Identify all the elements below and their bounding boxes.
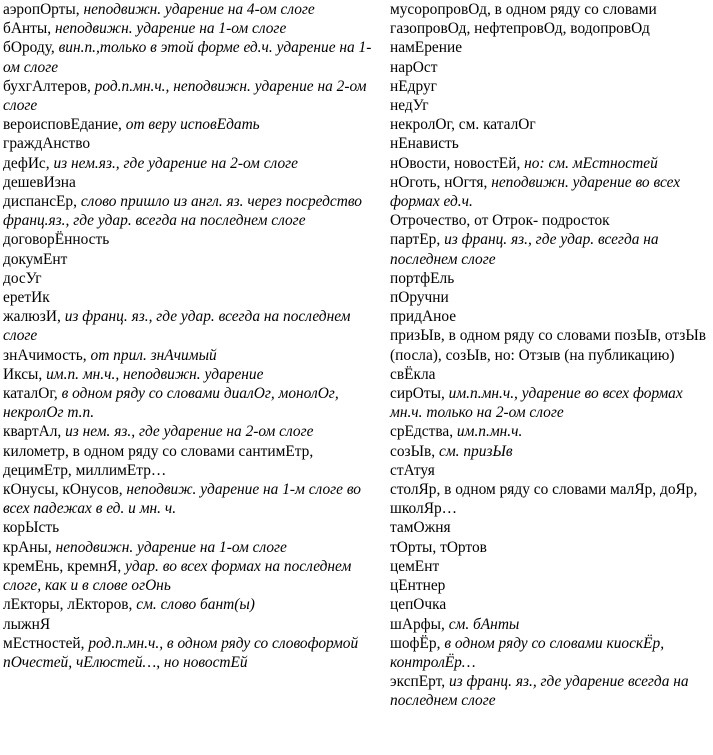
entry-term: стАтуя (390, 461, 435, 479)
dictionary-entry (390, 307, 710, 326)
entry-term: нЕнависть (390, 135, 459, 153)
dictionary-entry (390, 230, 710, 268)
dictionary-entry (3, 422, 381, 441)
entry-note: см. слово бант(ы) (136, 596, 255, 614)
entry-note: им.п. мн.ч., неподвижн. ударение (46, 365, 264, 383)
entry-term: столЯр, в одном ряду со словами малЯр, доЯр, школЯр… (390, 481, 698, 518)
dictionary-entry (3, 250, 381, 269)
entry-term: пОручни (390, 289, 449, 307)
right-column (390, 0, 710, 711)
entry-term: крАны, (3, 538, 52, 556)
dictionary-entry (390, 384, 710, 422)
entry-note: род.п.мн.ч., в одном ряду со словоформой пОчестей, чЕлюстей…, но новостЕй (3, 634, 359, 671)
dictionary-entry (3, 480, 381, 518)
entry-note: см. призЫв (439, 442, 513, 460)
left-column (3, 0, 381, 672)
entry-term: вероисповЕдание, (3, 116, 122, 134)
dictionary-entry (390, 269, 710, 288)
dictionary-entry (3, 307, 381, 345)
entry-term: досУг (3, 269, 42, 287)
dictionary-entry (3, 384, 381, 422)
entry-term: призЫв, в одном ряду со словами позЫв, отзЫв (посла), созЫв, но: Отзыв (на публикацию) (390, 327, 707, 364)
entry-term: цемЕнт (390, 557, 440, 575)
dictionary-entry (390, 576, 710, 595)
dictionary-entry (390, 173, 710, 211)
entry-term: бОроду, (3, 39, 55, 57)
entry-term: сирОты, (390, 385, 445, 403)
entry-term: диспансЕр, (3, 193, 77, 211)
entry-term: придАное (390, 308, 457, 326)
dictionary-entry (3, 557, 381, 595)
dictionary-entry (3, 77, 381, 115)
entry-term: договорЁнность (3, 231, 110, 249)
entry-note: в одном ряду со словами киоскЁр, контролЁр… (390, 634, 665, 671)
entry-term: шАрфы, (390, 615, 445, 633)
entry-note: из франц. яз., где удар. всегда на последнем слоге (3, 308, 351, 345)
entry-term: мЕстностей, (3, 634, 85, 652)
dictionary-entry (3, 595, 381, 614)
entry-term: квартАл, (3, 423, 62, 441)
entry-term: экспЕрт, (390, 673, 446, 691)
entry-term: лыжнЯ (3, 615, 51, 633)
entry-term: граждАнство (3, 135, 91, 153)
entry-note: им.п.мн.ч. (456, 423, 523, 441)
entry-term: тамОжня (390, 519, 451, 537)
entry-term: дефИс, (3, 154, 50, 172)
entry-term: цепОчка (390, 596, 447, 614)
entry-note: вин.п.,только в этой форме ед.ч. ударение на 1-ом слоге (3, 39, 372, 76)
entry-term: недУг (390, 97, 429, 115)
dictionary-entry (3, 518, 381, 537)
dictionary-entry (3, 134, 381, 153)
entry-note: но: см. мЕстностей (524, 154, 658, 172)
dictionary-entry (3, 615, 381, 634)
entry-note: род.п.мн.ч., неподвижн. ударение на 2-ом слоге (3, 77, 367, 115)
entry-term: Иксы, (3, 365, 43, 383)
entry-note: неподвижн. ударение на 1-ом слоге (55, 538, 287, 556)
dictionary-entry (390, 672, 710, 710)
entry-term: нОвости, новостЕй, (390, 154, 521, 172)
entry-term: намЕрение (390, 39, 463, 57)
dictionary-entry (390, 288, 710, 307)
entry-term: лЕкторы, лЕкторов, (3, 596, 133, 614)
dictionary-entry (390, 557, 710, 576)
entry-note: удар. во всех формах на последнем слоге, как и в слове огОнь (3, 557, 352, 595)
dictionary-entry (390, 134, 710, 153)
entry-term: мусоропровОд, в одном ряду со словами газопровОд, нефтепровОд, водопровОд (390, 1, 657, 38)
entry-term: аэропОрты, (3, 1, 80, 18)
entry-note: из франц. яз., где удар. всегда на последнем слоге (390, 231, 659, 268)
entry-note: в одном ряду со словами диалОг, монолОг, некролОг т.п. (3, 385, 339, 422)
entry-term: нЕдруг (390, 77, 437, 95)
dictionary-entry (390, 115, 710, 134)
entry-term: некролОг, см. каталОг (390, 116, 536, 134)
dictionary-entry (3, 538, 381, 557)
entry-note: слово пришло из англ. яз. через посредство франц.яз., где удар. всегда на последнем слоге (3, 193, 362, 230)
entry-term: бАнты, (3, 20, 52, 38)
entry-term: свЁкла (390, 365, 436, 383)
entry-term: шофЁр, (390, 634, 441, 652)
entry-term: партЕр, (390, 231, 441, 249)
dictionary-entry (3, 173, 381, 192)
entry-note: от веру исповЕдать (125, 116, 260, 134)
entry-note: им.п.мн.ч., ударение во всех формах мн.ч. только на 2-ом слоге (390, 385, 683, 422)
entry-term: бухгАлтеров, (3, 77, 91, 95)
entry-term: срЕдства, (390, 423, 454, 441)
dictionary-entry (3, 442, 381, 480)
entry-term: дешевИзна (3, 173, 76, 191)
dictionary-entry (3, 19, 381, 38)
dictionary-entry (390, 480, 710, 518)
entry-term: корЫсть (3, 519, 60, 537)
dictionary-entry (3, 365, 381, 384)
dictionary-entry (3, 115, 381, 134)
dictionary-entry (3, 154, 381, 173)
entry-term: кОнусы, кОнусов, (3, 481, 123, 499)
entry-note: неподвиж. ударение на 1-м слоге во всех падежах в ед. и мн. ч. (3, 481, 362, 518)
entry-term: цЕнтнер (390, 577, 446, 595)
dictionary-entry (3, 346, 381, 365)
entry-note: из франц. яз., где ударение всегда на последнем слоге (390, 673, 689, 710)
entry-term: тОрты, тОртов (390, 538, 487, 556)
dictionary-entry (390, 422, 710, 441)
dictionary-entry (390, 615, 710, 634)
entry-term: жалюзИ, (3, 308, 61, 326)
dictionary-entry (390, 0, 710, 38)
dictionary-entry (390, 326, 710, 364)
dictionary-entry (3, 38, 381, 76)
dictionary-entry (390, 442, 710, 461)
entry-term: портфЕль (390, 269, 455, 287)
entry-term: каталОг, (3, 385, 58, 403)
dictionary-entry (3, 192, 381, 230)
dictionary-entry (390, 77, 710, 96)
entry-term: Отрочество, от Отрок- подросток (390, 212, 610, 230)
dictionary-entry (390, 365, 710, 384)
dictionary-entry (3, 269, 381, 288)
dictionary-entry (390, 96, 710, 115)
dictionary-entry (390, 38, 710, 57)
entry-note: неподвижн. ударение на 1-ом слоге (54, 20, 287, 38)
entry-note: неподвижн. ударение во всех формах ед.ч. (390, 173, 681, 211)
dictionary-entry (390, 154, 710, 173)
dictionary-entry (390, 518, 710, 537)
dictionary-entry (390, 211, 710, 230)
dictionary-entry (390, 461, 710, 480)
dictionary-entry (390, 58, 710, 77)
entry-note: из нем. яз., где ударение на 2-ом слоге (65, 423, 314, 441)
dictionary-entry (390, 538, 710, 557)
dictionary-entry (3, 288, 381, 307)
dictionary-entry (390, 634, 710, 672)
entry-term: еретИк (3, 289, 50, 307)
entry-term: нОготь, нОгтя, (390, 173, 488, 191)
entry-term: километр, в одном ряду со словами сантимЕтр, децимЕтр, миллимЕтр… (3, 442, 314, 479)
entry-term: нарОст (390, 58, 438, 76)
dictionary-entry (3, 0, 381, 19)
entry-term: кремЕнь, кремнЯ, (3, 557, 122, 575)
entry-note: неподвижн. ударение на 4-ом слоге (83, 1, 315, 18)
dictionary-entry (390, 595, 710, 614)
dictionary-entry (3, 634, 381, 672)
entry-note: см. бАнты (448, 615, 520, 633)
entry-term: созЫв, (390, 442, 436, 460)
dictionary-entry (3, 230, 381, 249)
entry-term: докумЕнт (3, 250, 68, 268)
entry-note: от прил. знАчимый (90, 346, 217, 364)
entry-note: из нем.яз., где ударение на 2-ом слоге (53, 154, 298, 172)
entry-term: знАчимость, (3, 346, 87, 364)
